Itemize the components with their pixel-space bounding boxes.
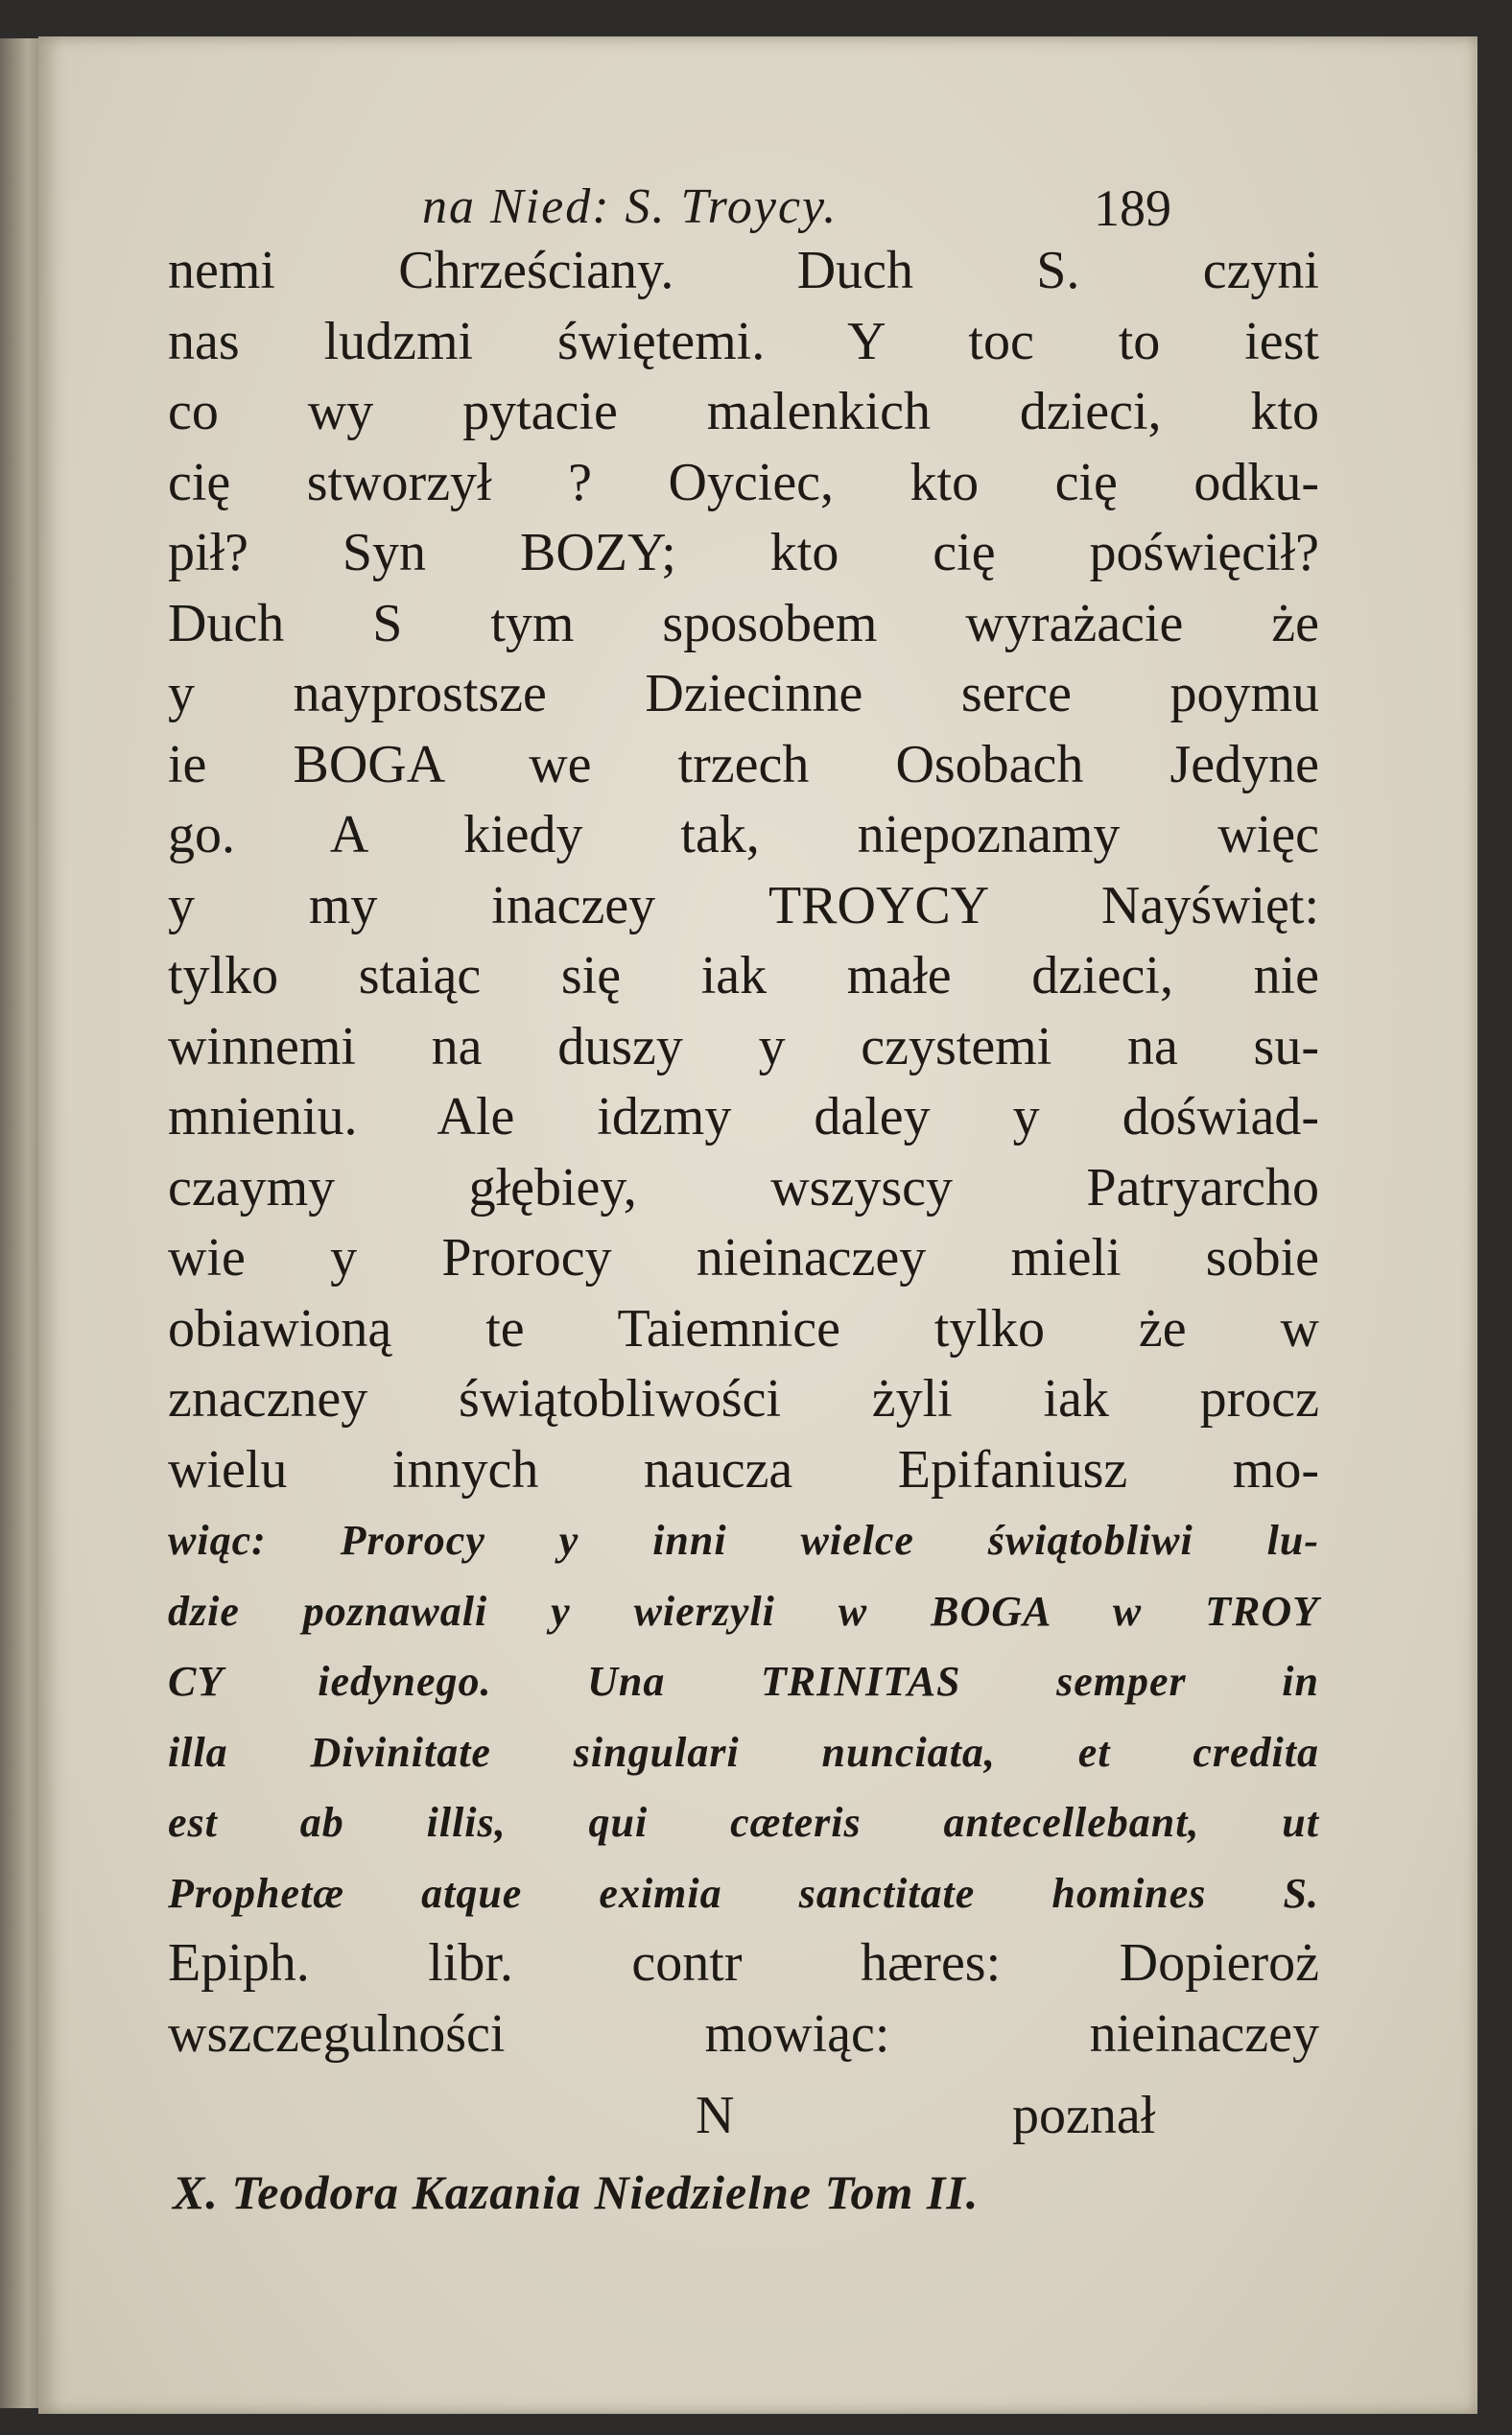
text-line: wielu innych naucza Epifaniusz mo- bbox=[168, 1439, 1319, 1500]
text-line: wszczegulności mowiąc: nieinaczey bbox=[168, 2003, 1319, 2064]
signature-row bbox=[168, 2085, 1319, 2152]
quote-line: Prophetæ atque eximia sanctitate homines S. bbox=[168, 1869, 1319, 1917]
quote-line: CY iedynego. Una TRINITAS semper in bbox=[168, 1658, 1319, 1705]
text-line: tylko staiąc się iak małe dzieci, nie bbox=[168, 946, 1319, 1005]
quote-line: illa Divinitate singulari nunciata, et credita bbox=[168, 1728, 1319, 1776]
catchword: poznał bbox=[1012, 2086, 1156, 2145]
body-text bbox=[168, 236, 1319, 2069]
signature-mark: N bbox=[696, 2086, 735, 2145]
text-line: wie y Prorocy nieinaczey mieli sobie bbox=[168, 1228, 1319, 1288]
text-line: czaymy głębiey, wszyscy Patryarcho bbox=[168, 1157, 1319, 1218]
text-line: y my inaczey TROYCY Nayświęt: bbox=[168, 875, 1319, 935]
text-line: y nayprostsze Dziecinne serce poymu bbox=[168, 664, 1319, 723]
quote-line: est ab illis, qui cæteris antecellebant, ut bbox=[168, 1799, 1319, 1846]
text-line: cię stworzył ? Oyciec, kto cię odku- bbox=[168, 452, 1319, 512]
text-line: Epiph. libr. contr hæres: Dopieroż bbox=[168, 1933, 1319, 1993]
quote-line: dzie poznawali y wierzyli w BOGA w TROY bbox=[168, 1587, 1319, 1635]
text-line: ie BOGA we trzech Osobach Jedyne bbox=[168, 734, 1319, 794]
text-line: nemi Chrześciany. Duch S. czyni bbox=[168, 241, 1319, 300]
text-line: co wy pytacie malenkich dzieci, kto bbox=[168, 382, 1319, 441]
quote-line: wiąc: Prorocy y inni wielce świątobliwi lu- bbox=[168, 1517, 1319, 1564]
text-line: go. A kiedy tak, niepoznamy więc bbox=[168, 805, 1319, 864]
page-number: 189 bbox=[1094, 179, 1171, 237]
text-line: pił? Syn BOZY; kto cię poświęcił? bbox=[168, 523, 1319, 582]
footer-book-title: X. Teodora Kazania Niedzielne Tom II. bbox=[173, 2165, 980, 2219]
text-line: winnemi na duszy y czystemi na su- bbox=[168, 1016, 1319, 1076]
text-line: znaczney świątobliwości żyli iak procz bbox=[168, 1369, 1319, 1429]
text-line: obiawioną te Taiemnice tylko że w bbox=[168, 1298, 1319, 1359]
book-page bbox=[38, 36, 1477, 2414]
text-line: nas ludzmi świętemi. Y toc to iest bbox=[168, 311, 1319, 371]
text-line: Duch S tym sposobem wyrażacie że bbox=[168, 593, 1319, 653]
text-line: mnieniu. Ale idzmy daley y doświad- bbox=[168, 1087, 1319, 1147]
running-head: na Nied: S. Troycy. bbox=[422, 179, 839, 234]
